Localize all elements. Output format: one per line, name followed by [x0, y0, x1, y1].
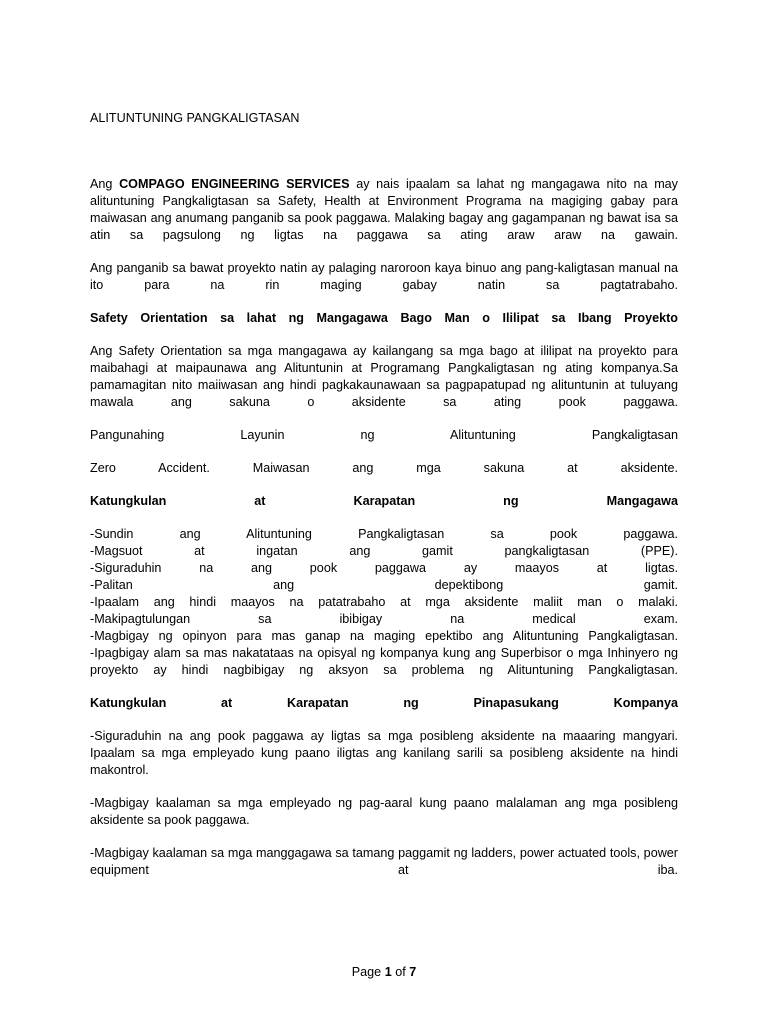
document-title: ALITUNTUNING PANGKALIGTASAN: [90, 111, 300, 125]
list-item: -Ipagbigay alam sa mas nakatataas na opisyal ng kompanya kung ang Superbisor o mga Inhinyero ng proyekto ay hindi nagbibigay ng aksyon sa problema ng Alituntuning Pangkaligtasan.: [90, 646, 678, 677]
heading-worker-duties: Katungkulan at Karapatan ng Mangagawa: [90, 494, 678, 508]
company-duty-3: -Magbigay kaalaman sa mga manggagawa sa tamang paggamit ng ladders, power actuated tools, power equipment at iba.: [90, 846, 678, 877]
company-duty-1: -Siguraduhin na ang pook paggawa ay ligtas sa mga posibleng aksidente na maaaring mangyari. Ipaalam sa mga empleyado kung paano iligtas ang kanilang sarili sa posibleng aksidente na hindi makontrol.: [90, 729, 678, 777]
intro-paragraph: [90, 176, 678, 244]
paragraph-safety-orientation: Ang Safety Orientation sa mga mangagawa ay kailangang sa mga bago at ililipat na proyekto para maibahagi at maipaunawa ang Alituntunin at Programang Pangkaligtasan ng ating kompanya.Sa pamamagitan nito maiiwasan ang hindi pagkakaunawaan sa pagpapatupad ng alituntunin at tuluyang mawala ang sakuna o aksidente sa ating pook paggawa.: [90, 344, 678, 409]
intro-prefix: Ang: [90, 177, 120, 191]
list-item: -Makipagtulungan sa ibibigay na medical exam.: [90, 612, 678, 626]
page-current: 1: [384, 965, 392, 979]
document-body: [90, 110, 678, 895]
worker-duties-list: [90, 526, 678, 679]
company-duty-2: -Magbigay kaalaman sa mga empleyado ng pag-aaral kung paano malalaman ang mga posibleng aksidente sa pook paggawa.: [90, 796, 678, 827]
list-item: -Ipaalam ang hindi maayos na patatrabaho at mga aksidente maliit man o malaki.: [90, 595, 678, 609]
heading-safety-orientation: Safety Orientation sa lahat ng Mangagawa Bago Man o Ililipat sa Ibang Proyekto: [90, 311, 678, 325]
page-of: of: [391, 965, 410, 979]
list-item: -Sundin ang Alituntuning Pangkaligtasan sa pook paggawa.: [90, 527, 678, 541]
paragraph-panganib: Ang panganib sa bawat proyekto natin ay palaging naroroon kaya binuo ang pang-kaligtasan manual na ito para na rin maging gabay natin sa pagtatrabaho.: [90, 261, 678, 292]
list-item: -Siguraduhin na ang pook paggawa ay maayos at ligtas.: [90, 561, 678, 575]
page-label: Page: [351, 965, 385, 979]
goal-title: Pangunahing Layunin ng Alituntuning Pangkaligtasan: [90, 428, 678, 442]
list-item: -Magsuot at ingatan ang gamit pangkaligtasan (PPE).: [90, 544, 678, 558]
page-total: 7: [409, 965, 417, 979]
goal-text: Zero Accident. Maiwasan ang mga sakuna at aksidente.: [90, 461, 678, 475]
heading-company-duties: Katungkulan at Karapatan ng Pinapasukang Kompanya: [90, 696, 678, 710]
company-name: COMPAGO ENGINEERING SERVICES: [119, 177, 350, 191]
page-footer: [0, 964, 768, 981]
list-item: -Palitan ang depektibong gamit.: [90, 578, 678, 592]
list-item: -Magbigay ng opinyon para mas ganap na maging epektibo ang Alituntuning Pangkaligtasan.: [90, 629, 678, 643]
intro-rest: ay nais ipaalam sa lahat ng mangagawa nito na may alituntuning Pangkaligtasan sa Safety, Health at Environment Programa na magiging gabay para maiwasan ang anumang panganib sa pook paggawa. Malaking bagay ang gagampanan ng bawat isa sa atin sa pagsulong ng ligtas na paggawa sa ating araw araw na gawain.: [90, 177, 678, 242]
